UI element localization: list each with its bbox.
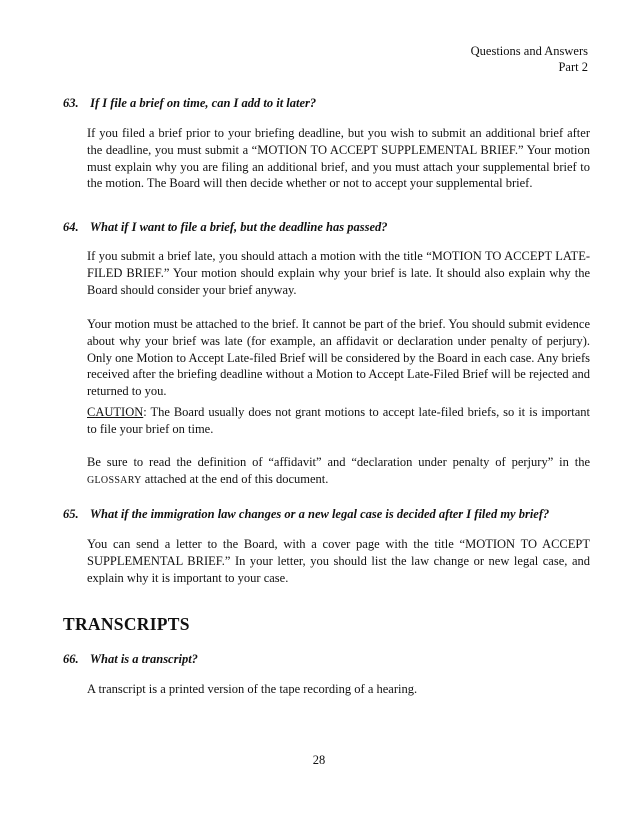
answer-64-paragraph-2: Your motion must be attached to the brief. It cannot be part of the brief. You should submit evidence about why your brief was late (for example, an affidavit or declaration under penalty of perjury). Only one Motion to Accept Late-filed Brief will be considered by the Board in each case. Any briefs received after the briefing deadline without a Motion to Accept Late-Filed Brief will be rejected and returned to you. bbox=[87, 317, 590, 399]
question-65-text: What if the immigration law changes or a new legal case is decided after I filed my brief? bbox=[89, 507, 550, 521]
glossary-note-after: attached at the end of this document. bbox=[141, 471, 329, 486]
glossary-reference: GLOSSARY bbox=[87, 474, 142, 486]
caution-label: CAUTION bbox=[87, 405, 144, 419]
answer-65: You can send a letter to the Board, with a cover page with the title “MOTION TO ACCEPT SUPPLEMENTAL BRIEF.” In your letter, you should list the law change or new legal case, and explain why it is important to your case. bbox=[87, 537, 590, 585]
answer-66: A transcript is a printed version of the tape recording of a hearing. bbox=[87, 682, 418, 696]
question-63-number: 63. bbox=[63, 96, 79, 110]
answer-63: If you filed a brief prior to your briefing deadline, but you wish to submit an additional brief after the deadline, you must submit a “MOTION TO ACCEPT SUPPLEMENTAL BRIEF.” Your motion must explain why you are filing an additional brief, and you must attach your supplemental brief to the motion. The Board will then decide whether or not to accept your supplemental brief. bbox=[87, 126, 590, 191]
section-title: TRANSCRIPTS bbox=[63, 614, 190, 634]
caution-text: : The Board usually does not grant motions to accept late-filed briefs, so it is important to file your brief on time. bbox=[87, 405, 590, 436]
question-64-text: What if I want to file a brief, but the deadline has passed? bbox=[89, 220, 388, 234]
header-title: Questions and Answers bbox=[470, 44, 588, 58]
running-header bbox=[471, 43, 588, 75]
glossary-note-before: Be sure to read the definition of “affidavit” and “declaration under penalty of perjury” in the bbox=[87, 455, 590, 469]
question-66-number: 66. bbox=[63, 652, 79, 666]
answer-64-paragraph-1: If you submit a brief late, you should attach a motion with the title “MOTION TO ACCEPT LATE-FILED BRIEF.” Your motion should explain why your brief is late. It should also explain why the Board should consider your brief anyway. bbox=[87, 249, 590, 297]
caution-paragraph bbox=[87, 404, 590, 438]
question-66-text: What is a transcript? bbox=[89, 652, 198, 666]
question-65-heading bbox=[63, 507, 598, 522]
glossary-note bbox=[87, 454, 590, 490]
question-63-text: If I file a brief on time, can I add to it later? bbox=[90, 96, 317, 110]
question-64-heading bbox=[63, 220, 598, 235]
question-63-heading bbox=[63, 96, 598, 111]
header-part: Part 2 bbox=[558, 60, 588, 74]
question-64-number: 64. bbox=[63, 220, 79, 234]
question-66-heading bbox=[63, 652, 598, 667]
page-number: 28 bbox=[312, 753, 326, 767]
question-65-number: 65. bbox=[63, 507, 79, 521]
